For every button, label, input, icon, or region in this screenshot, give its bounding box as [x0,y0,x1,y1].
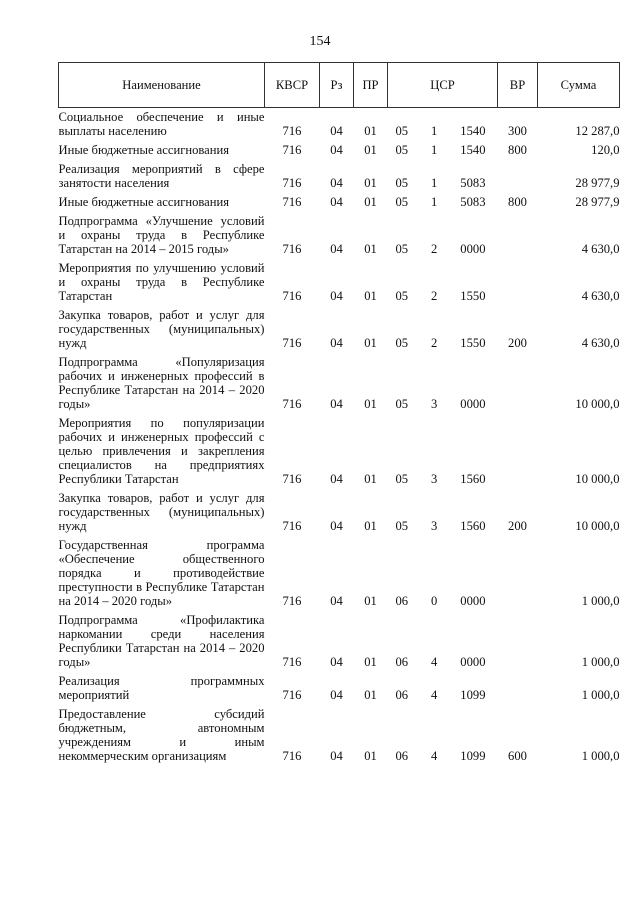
row-pr: 01 [364,749,377,763]
row-csr3: 1540 [460,124,486,138]
row-pr: 01 [364,176,377,190]
row-kvsr: 716 [282,242,302,256]
row-name: Мероприятия по улучшению условий и охраны труда в Республике Татарстан [58,261,265,303]
row-pr: 01 [364,195,377,209]
row-kvsr: 716 [282,655,302,669]
row-rz: 04 [330,143,343,157]
row-name: Государственная программа «Обеспечение общественного порядка и противодействие преступности в Республике Татарстан на 2014 – 2020 годы» [58,538,265,608]
row-vr: 800 [508,143,527,157]
row-vr [498,259,538,306]
row-sum: 28 977,9 [575,195,620,209]
row-csr1: 05 [395,176,409,190]
table-row [59,193,620,212]
row-rz: 04 [330,397,343,411]
row-csr3: 1099 [460,688,486,702]
row-vr: 200 [508,519,527,533]
row-csr2: 2 [431,336,438,350]
row-csr1: 05 [395,195,409,209]
row-vr [498,353,538,414]
row-kvsr: 716 [282,143,302,157]
row-name: Закупка товаров, работ и услуг для государственных (муниципальных) нужд [58,491,265,533]
row-csr [388,414,498,489]
row-csr3: 0000 [460,594,486,608]
row-csr [388,353,498,414]
row-pr: 01 [364,655,377,669]
row-kvsr: 716 [282,336,302,350]
row-sum: 12 287,0 [575,124,620,138]
row-csr3: 5083 [460,195,486,209]
table-row [59,414,620,489]
table-row [59,259,620,306]
row-csr [388,193,498,212]
row-csr1: 05 [395,242,409,256]
header-kvsr: КВСР [265,63,320,108]
row-csr1: 05 [395,397,409,411]
header-name: Наименование [59,63,265,108]
row-vr [498,611,538,672]
row-vr [498,536,538,611]
row-vr: 800 [508,195,527,209]
row-csr1: 05 [395,472,409,486]
row-rz: 04 [330,688,343,702]
row-csr3: 1540 [460,143,486,157]
row-sum: 1 000,0 [581,594,620,608]
row-name: Реализация программных мероприятий [58,674,265,702]
row-sum: 4 630,0 [581,336,620,350]
row-vr: 200 [508,336,527,350]
row-csr2: 1 [431,176,438,190]
row-csr [388,212,498,259]
row-csr1: 06 [395,688,409,702]
row-rz: 04 [330,594,343,608]
row-csr2: 4 [431,655,438,669]
row-pr: 01 [364,143,377,157]
row-rz: 04 [330,472,343,486]
row-sum: 10 000,0 [575,519,620,533]
row-kvsr: 716 [282,289,302,303]
row-kvsr: 716 [282,397,302,411]
table-row [59,212,620,259]
row-sum: 4 630,0 [581,242,620,256]
row-csr1: 06 [395,749,409,763]
page-number: 154 [309,34,331,49]
table-row [59,306,620,353]
row-pr: 01 [364,289,377,303]
row-csr2: 3 [431,519,438,533]
header-vr: ВР [498,63,538,108]
row-csr [388,672,498,705]
row-name: Подпрограмма «Улучшение условий и охраны труда в Республике Татарстан на 2014 – 2015 годы» [58,214,265,256]
row-csr1: 06 [395,655,409,669]
row-rz: 04 [330,336,343,350]
row-kvsr: 716 [282,195,302,209]
header-row [59,63,620,108]
header-rz: Рз [320,63,354,108]
row-rz: 04 [330,519,343,533]
table-row [59,108,620,142]
row-kvsr: 716 [282,519,302,533]
row-csr [388,259,498,306]
row-pr: 01 [364,242,377,256]
row-vr [498,160,538,193]
row-sum: 10 000,0 [575,472,620,486]
row-rz: 04 [330,124,343,138]
row-name: Реализация мероприятий в сфере занятости населения [58,162,265,190]
row-rz: 04 [330,655,343,669]
row-vr: 300 [508,124,527,138]
row-rz: 04 [330,195,343,209]
row-sum: 1 000,0 [581,655,620,669]
row-csr1: 05 [395,336,409,350]
row-kvsr: 716 [282,124,302,138]
row-csr2: 3 [431,397,438,411]
row-vr [498,672,538,705]
table-row [59,705,620,766]
row-sum: 1 000,0 [581,688,620,702]
row-csr3: 0000 [460,242,486,256]
row-csr [388,489,498,536]
row-name: Подпрограмма «Популяризация рабочих и инженерных профессий в Республике Татарстан на 2014 – 2020 годы» [58,355,265,411]
row-sum: 1 000,0 [581,749,620,763]
table-row [59,141,620,160]
row-csr [388,611,498,672]
row-name: Иные бюджетные ассигнования [58,195,230,209]
row-csr1: 05 [395,519,409,533]
table-row [59,160,620,193]
row-name: Иные бюджетные ассигнования [58,143,230,157]
row-csr2: 4 [431,688,438,702]
row-csr3: 1099 [460,749,486,763]
row-kvsr: 716 [282,688,302,702]
row-name: Подпрограмма «Профилактика наркомании среди населения Республики Татарстан на 2014 – 2020 годы» [58,613,265,669]
row-pr: 01 [364,519,377,533]
row-kvsr: 716 [282,749,302,763]
row-sum: 28 977,9 [575,176,620,190]
row-name: Социальное обеспечение и иные выплаты населению [58,110,265,138]
header-pr: ПР [354,63,388,108]
row-pr: 01 [364,336,377,350]
row-rz: 04 [330,289,343,303]
header-csr: ЦСР [388,63,498,108]
row-csr1: 05 [395,143,409,157]
row-csr3: 5083 [460,176,486,190]
row-pr: 01 [364,594,377,608]
row-csr2: 3 [431,472,438,486]
row-vr: 600 [508,749,527,763]
table-row [59,611,620,672]
row-name: Закупка товаров, работ и услуг для государственных (муниципальных) нужд [58,308,265,350]
row-csr2: 0 [431,594,438,608]
row-name: Предоставление субсидий бюджетным, автономным учреждениям и иным некоммерческим организациям [58,707,265,763]
row-csr [388,108,498,142]
row-csr [388,141,498,160]
row-kvsr: 716 [282,594,302,608]
row-csr3: 0000 [460,397,486,411]
row-rz: 04 [330,176,343,190]
row-csr2: 1 [431,124,438,138]
row-csr [388,306,498,353]
row-pr: 01 [364,688,377,702]
table-row [59,489,620,536]
row-csr [388,705,498,766]
row-vr [498,414,538,489]
row-csr3: 1550 [460,336,486,350]
row-sum: 10 000,0 [575,397,620,411]
row-csr2: 4 [431,749,438,763]
table-row [59,536,620,611]
row-csr2: 1 [431,195,438,209]
row-csr2: 2 [431,289,438,303]
row-sum: 120,0 [591,143,620,157]
row-rz: 04 [330,242,343,256]
row-pr: 01 [364,472,377,486]
row-csr1: 05 [395,124,409,138]
row-pr: 01 [364,397,377,411]
table-row [59,353,620,414]
row-csr [388,536,498,611]
row-csr3: 1550 [460,289,486,303]
table-body [59,108,620,767]
row-csr [388,160,498,193]
row-vr [498,212,538,259]
row-csr3: 1560 [460,519,486,533]
row-name: Мероприятия по популяризации рабочих и инженерных профессий с целью привлечения и закрепления специалистов на предприятиях Республики Татарстан [58,416,265,486]
row-pr: 01 [364,124,377,138]
row-kvsr: 716 [282,472,302,486]
row-kvsr: 716 [282,176,302,190]
row-csr2: 1 [431,143,438,157]
header-sum: Сумма [538,63,620,108]
row-csr1: 05 [395,289,409,303]
row-sum: 4 630,0 [581,289,620,303]
row-csr2: 2 [431,242,438,256]
budget-table [58,62,620,766]
table-row [59,672,620,705]
row-csr3: 0000 [460,655,486,669]
row-csr3: 1560 [460,472,486,486]
row-rz: 04 [330,749,343,763]
row-csr1: 06 [395,594,409,608]
